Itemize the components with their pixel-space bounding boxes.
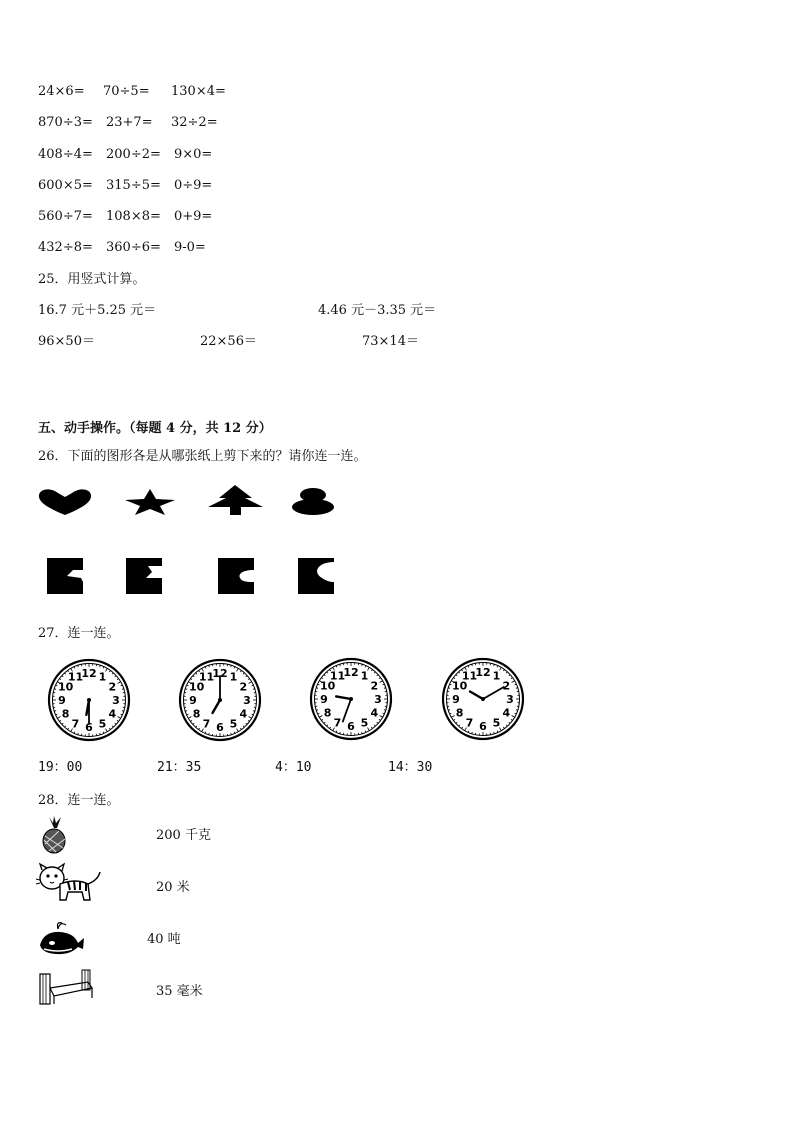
time-label: 14：30 [388,760,433,775]
clock-number: 12 [212,667,228,680]
clock-face [309,656,393,742]
clock-number: 6 [479,720,487,733]
oral-calc-item: 9-0= [174,240,206,255]
clock-number: 10 [319,679,336,693]
section-5-heading: 五、动手操作。（每题 4 分，共 12 分） [38,421,272,436]
clock-number: 11 [67,670,84,684]
q26-title: 26．下面的图形各是从哪张纸上剪下来的？请你连一连。 [38,449,367,464]
clock-number: 6 [347,720,355,733]
oral-calc-item: 23+7= [106,115,153,130]
clock-number: 6 [85,721,93,734]
q25-problem: 4.46 元－3.35 元＝ [318,303,437,318]
clock-number: 5 [360,716,369,730]
clock-number: 3 [243,694,251,707]
clock-number: 8 [192,707,201,721]
oral-calc-item: 408÷4= [38,147,93,162]
oral-calc-item: 560÷7= [38,209,93,224]
clock-number: 8 [61,707,70,721]
tree-shape [208,485,263,515]
oral-calc-item: 315÷5= [106,178,161,193]
oral-calc-item: 130×4= [171,84,226,99]
q28-label: 40 吨 [147,932,181,947]
paper-cut-3 [218,558,254,594]
clock-number: 11 [329,669,346,683]
clock-number: 7 [202,717,211,731]
clock-number: 1 [360,669,369,683]
clock-number: 6 [216,721,224,734]
oral-calc-item: 432÷8= [38,240,93,255]
oral-calc-item: 0÷9= [174,178,213,193]
q28-label: 200 千克 [156,828,211,843]
oral-calc-item: 70÷5= [103,84,150,99]
clock-number: 7 [333,716,342,730]
clock-number: 11 [461,669,478,683]
whale-icon [38,919,86,957]
oral-calc-item: 9×0= [174,147,213,162]
clock-face [441,656,525,742]
clock-number: 4 [108,707,117,721]
clock-number: 10 [188,680,205,694]
q27-title: 27．连一连。 [38,626,120,641]
oral-calc-item: 32÷2= [171,115,218,130]
clock-number: 10 [451,679,468,693]
clock-number: 4 [370,706,379,720]
oral-calc-item: 0+9= [174,209,213,224]
pineapple-icon [38,816,70,854]
time-label: 21：35 [157,760,202,775]
clock-number: 7 [71,717,80,731]
clock-number: 8 [455,706,464,720]
q25-title: 25．用竖式计算。 [38,272,146,287]
clock-number: 7 [465,716,474,730]
q28-label: 35 毫米 [156,984,203,999]
time-label: 4：10 [275,760,312,775]
clock-number: 4 [502,706,511,720]
clock-number: 9 [320,693,328,706]
clock-number: 2 [370,679,379,693]
time-label: 19：00 [38,760,83,775]
q28-title: 28．连一连。 [38,793,120,808]
q25-problem: 96×50＝ [38,334,95,349]
bed-icon [38,966,94,1008]
clock-number: 2 [108,680,117,694]
clock-number: 10 [57,680,74,694]
clock-number: 12 [81,667,97,680]
heart-shape [38,488,92,516]
clock-number: 12 [343,666,359,679]
clock-number: 2 [502,679,511,693]
tiger-icon [38,862,102,904]
clock-number: 4 [239,707,248,721]
q25-problem: 22×56＝ [200,334,257,349]
oral-calc-item: 360÷6= [106,240,161,255]
clock-number: 5 [98,717,107,731]
clock-number: 9 [452,693,460,706]
oral-calc-item: 600×5= [38,178,93,193]
clock-number: 1 [492,669,501,683]
clock-number: 3 [112,694,120,707]
clock-number: 5 [229,717,238,731]
paper-cut-1 [47,558,83,594]
clock-number: 1 [98,670,107,684]
q28-label: 20 米 [156,880,190,895]
clock-number: 9 [189,694,197,707]
clock-number: 2 [239,680,248,694]
clock-face [47,657,131,743]
oral-calc-item: 870÷3= [38,115,93,130]
clock-face [178,657,262,743]
clock-number: 3 [374,693,382,706]
clock-number: 8 [323,706,332,720]
paper-cut-4 [298,558,334,594]
q25-problem: 73×14＝ [362,334,419,349]
clock-number: 9 [58,694,66,707]
clock-number: 12 [475,666,491,679]
oral-calc-item: 108×8= [106,209,161,224]
q25-problem: 16.7 元＋5.25 元＝ [38,303,157,318]
stack-shape [291,488,335,516]
oral-calc-item: 24×6= [38,84,85,99]
clock-number: 5 [492,716,501,730]
oral-calc-item: 200÷2= [106,147,161,162]
clock-number: 1 [229,670,238,684]
clock-number: 11 [198,670,215,684]
paper-cut-2 [126,558,162,594]
star-shape [125,489,175,515]
clock-number: 3 [506,693,514,706]
